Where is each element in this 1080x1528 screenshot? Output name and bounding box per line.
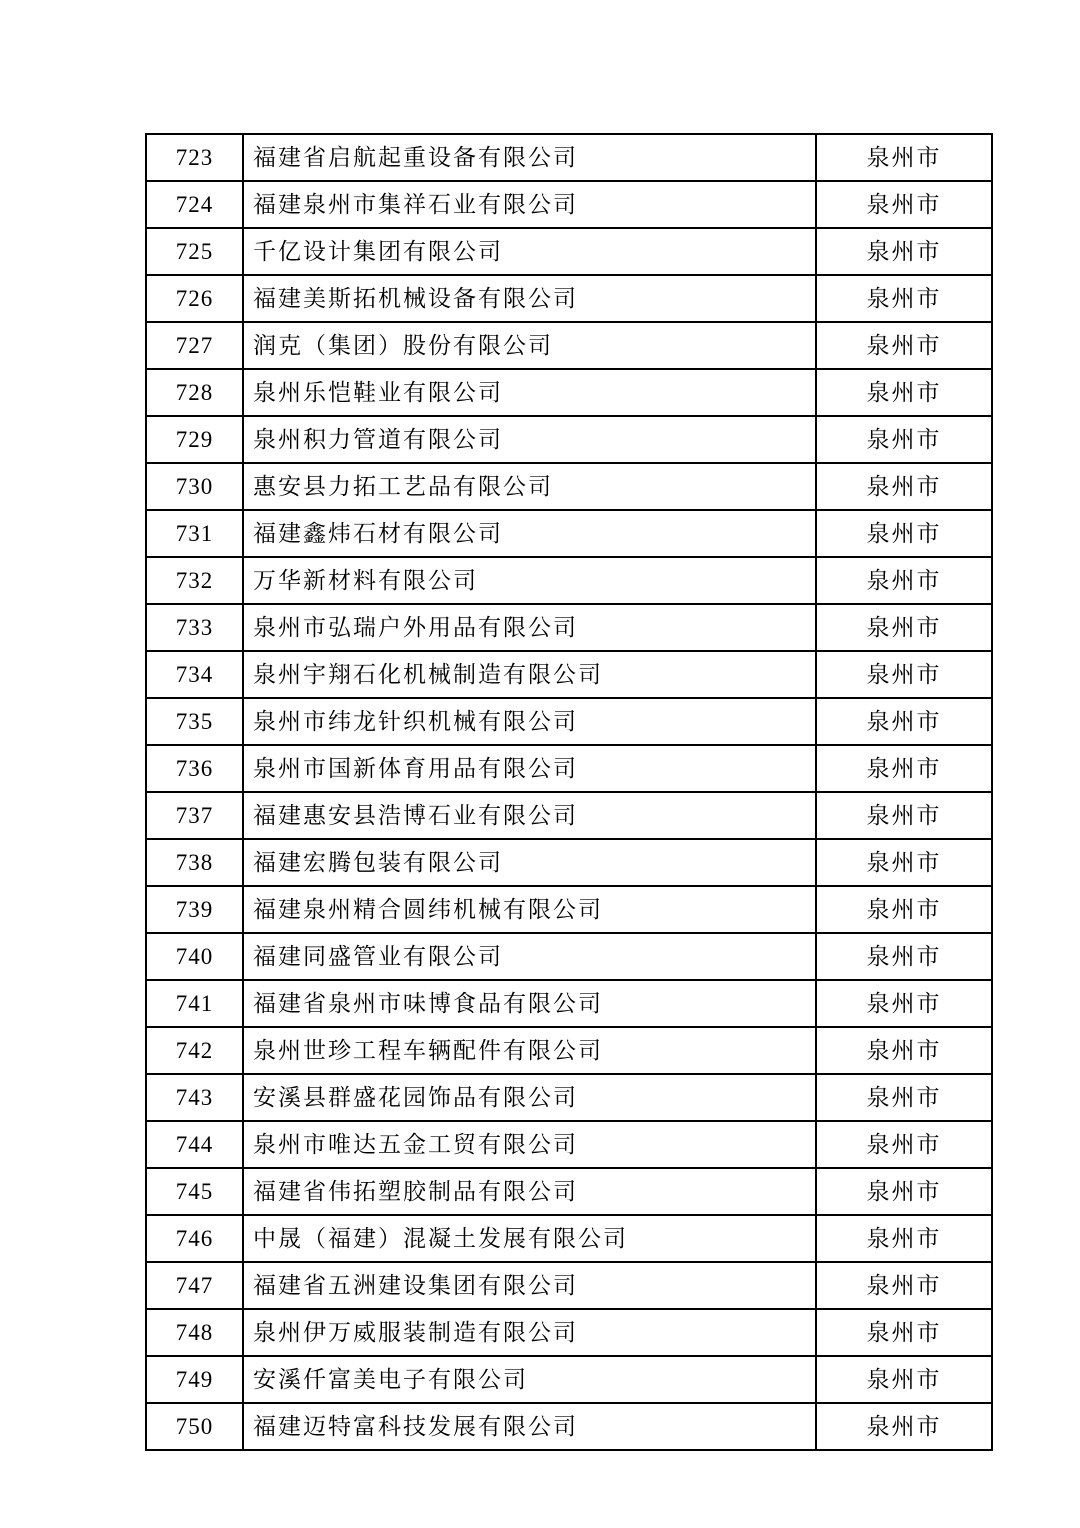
table-row [146, 1027, 992, 1074]
city-cell: 泉州市 [816, 1309, 992, 1356]
row-number-cell: 740 [146, 933, 243, 980]
company-name-cell: 福建省伟拓塑胶制品有限公司 [243, 1168, 816, 1215]
table-row [146, 1262, 992, 1309]
table-row [146, 369, 992, 416]
city-cell: 泉州市 [816, 886, 992, 933]
row-number-cell: 743 [146, 1074, 243, 1121]
row-number-cell: 730 [146, 463, 243, 510]
company-name-cell: 福建鑫炜石材有限公司 [243, 510, 816, 557]
table-row [146, 980, 992, 1027]
city-cell: 泉州市 [816, 839, 992, 886]
table-row [146, 228, 992, 275]
company-name-cell: 福建泉州精合圆纬机械有限公司 [243, 886, 816, 933]
table-row [146, 275, 992, 322]
table-row [146, 839, 992, 886]
city-cell: 泉州市 [816, 463, 992, 510]
company-name-cell: 泉州乐恺鞋业有限公司 [243, 369, 816, 416]
city-cell: 泉州市 [816, 1168, 992, 1215]
company-name-cell: 福建省五洲建设集团有限公司 [243, 1262, 816, 1309]
company-name-cell: 安溪仟富美电子有限公司 [243, 1356, 816, 1403]
row-number-cell: 744 [146, 1121, 243, 1168]
city-cell: 泉州市 [816, 228, 992, 275]
row-number-cell: 742 [146, 1027, 243, 1074]
row-number-cell: 724 [146, 181, 243, 228]
table-row [146, 698, 992, 745]
row-number-cell: 725 [146, 228, 243, 275]
row-number-cell: 733 [146, 604, 243, 651]
city-cell: 泉州市 [816, 557, 992, 604]
city-cell: 泉州市 [816, 181, 992, 228]
table-row [146, 1121, 992, 1168]
company-name-cell: 润克（集团）股份有限公司 [243, 322, 816, 369]
table-row [146, 181, 992, 228]
table-row [146, 557, 992, 604]
company-name-cell: 安溪县群盛花园饰品有限公司 [243, 1074, 816, 1121]
city-cell: 泉州市 [816, 369, 992, 416]
row-number-cell: 727 [146, 322, 243, 369]
company-name-cell: 福建省启航起重设备有限公司 [243, 134, 816, 181]
table-row [146, 416, 992, 463]
row-number-cell: 738 [146, 839, 243, 886]
row-number-cell: 745 [146, 1168, 243, 1215]
row-number-cell: 739 [146, 886, 243, 933]
table-row [146, 1309, 992, 1356]
table-row [146, 1403, 992, 1450]
company-name-cell: 万华新材料有限公司 [243, 557, 816, 604]
table-body [146, 134, 992, 1450]
company-name-cell: 泉州伊万威服装制造有限公司 [243, 1309, 816, 1356]
table-row [146, 604, 992, 651]
company-name-cell: 福建宏腾包装有限公司 [243, 839, 816, 886]
city-cell: 泉州市 [816, 1262, 992, 1309]
row-number-cell: 723 [146, 134, 243, 181]
city-cell: 泉州市 [816, 134, 992, 181]
city-cell: 泉州市 [816, 651, 992, 698]
city-cell: 泉州市 [816, 933, 992, 980]
company-name-cell: 福建同盛管业有限公司 [243, 933, 816, 980]
row-number-cell: 735 [146, 698, 243, 745]
city-cell: 泉州市 [816, 604, 992, 651]
table-row [146, 463, 992, 510]
company-name-cell: 泉州市国新体育用品有限公司 [243, 745, 816, 792]
row-number-cell: 729 [146, 416, 243, 463]
city-cell: 泉州市 [816, 1121, 992, 1168]
company-name-cell: 福建迈特富科技发展有限公司 [243, 1403, 816, 1450]
row-number-cell: 732 [146, 557, 243, 604]
company-name-cell: 泉州世珍工程车辆配件有限公司 [243, 1027, 816, 1074]
row-number-cell: 737 [146, 792, 243, 839]
company-name-cell: 泉州市弘瑞户外用品有限公司 [243, 604, 816, 651]
row-number-cell: 746 [146, 1215, 243, 1262]
city-cell: 泉州市 [816, 322, 992, 369]
row-number-cell: 748 [146, 1309, 243, 1356]
table-row [146, 322, 992, 369]
table-row [146, 886, 992, 933]
row-number-cell: 731 [146, 510, 243, 557]
city-cell: 泉州市 [816, 510, 992, 557]
company-name-cell: 福建美斯拓机械设备有限公司 [243, 275, 816, 322]
company-name-cell: 泉州市唯达五金工贸有限公司 [243, 1121, 816, 1168]
city-cell: 泉州市 [816, 698, 992, 745]
table-row [146, 792, 992, 839]
city-cell: 泉州市 [816, 1356, 992, 1403]
table-row [146, 933, 992, 980]
row-number-cell: 736 [146, 745, 243, 792]
city-cell: 泉州市 [816, 1027, 992, 1074]
row-number-cell: 749 [146, 1356, 243, 1403]
city-cell: 泉州市 [816, 745, 992, 792]
row-number-cell: 734 [146, 651, 243, 698]
city-cell: 泉州市 [816, 1074, 992, 1121]
city-cell: 泉州市 [816, 275, 992, 322]
company-name-cell: 福建省泉州市味博食品有限公司 [243, 980, 816, 1027]
company-name-cell: 泉州宇翔石化机械制造有限公司 [243, 651, 816, 698]
row-number-cell: 728 [146, 369, 243, 416]
table-row [146, 510, 992, 557]
company-table [145, 133, 993, 1451]
table-row [146, 1215, 992, 1262]
table-row [146, 134, 992, 181]
company-name-cell: 中晟（福建）混凝土发展有限公司 [243, 1215, 816, 1262]
table-row [146, 651, 992, 698]
company-name-cell: 千亿设计集团有限公司 [243, 228, 816, 275]
city-cell: 泉州市 [816, 792, 992, 839]
table-row [146, 1074, 992, 1121]
city-cell: 泉州市 [816, 980, 992, 1027]
city-cell: 泉州市 [816, 1403, 992, 1450]
city-cell: 泉州市 [816, 416, 992, 463]
company-name-cell: 福建惠安县浩博石业有限公司 [243, 792, 816, 839]
company-name-cell: 泉州积力管道有限公司 [243, 416, 816, 463]
table-row [146, 745, 992, 792]
table-row [146, 1356, 992, 1403]
table-row [146, 1168, 992, 1215]
company-name-cell: 福建泉州市集祥石业有限公司 [243, 181, 816, 228]
company-name-cell: 泉州市纬龙针织机械有限公司 [243, 698, 816, 745]
city-cell: 泉州市 [816, 1215, 992, 1262]
company-name-cell: 惠安县力拓工艺品有限公司 [243, 463, 816, 510]
row-number-cell: 726 [146, 275, 243, 322]
row-number-cell: 750 [146, 1403, 243, 1450]
row-number-cell: 741 [146, 980, 243, 1027]
row-number-cell: 747 [146, 1262, 243, 1309]
